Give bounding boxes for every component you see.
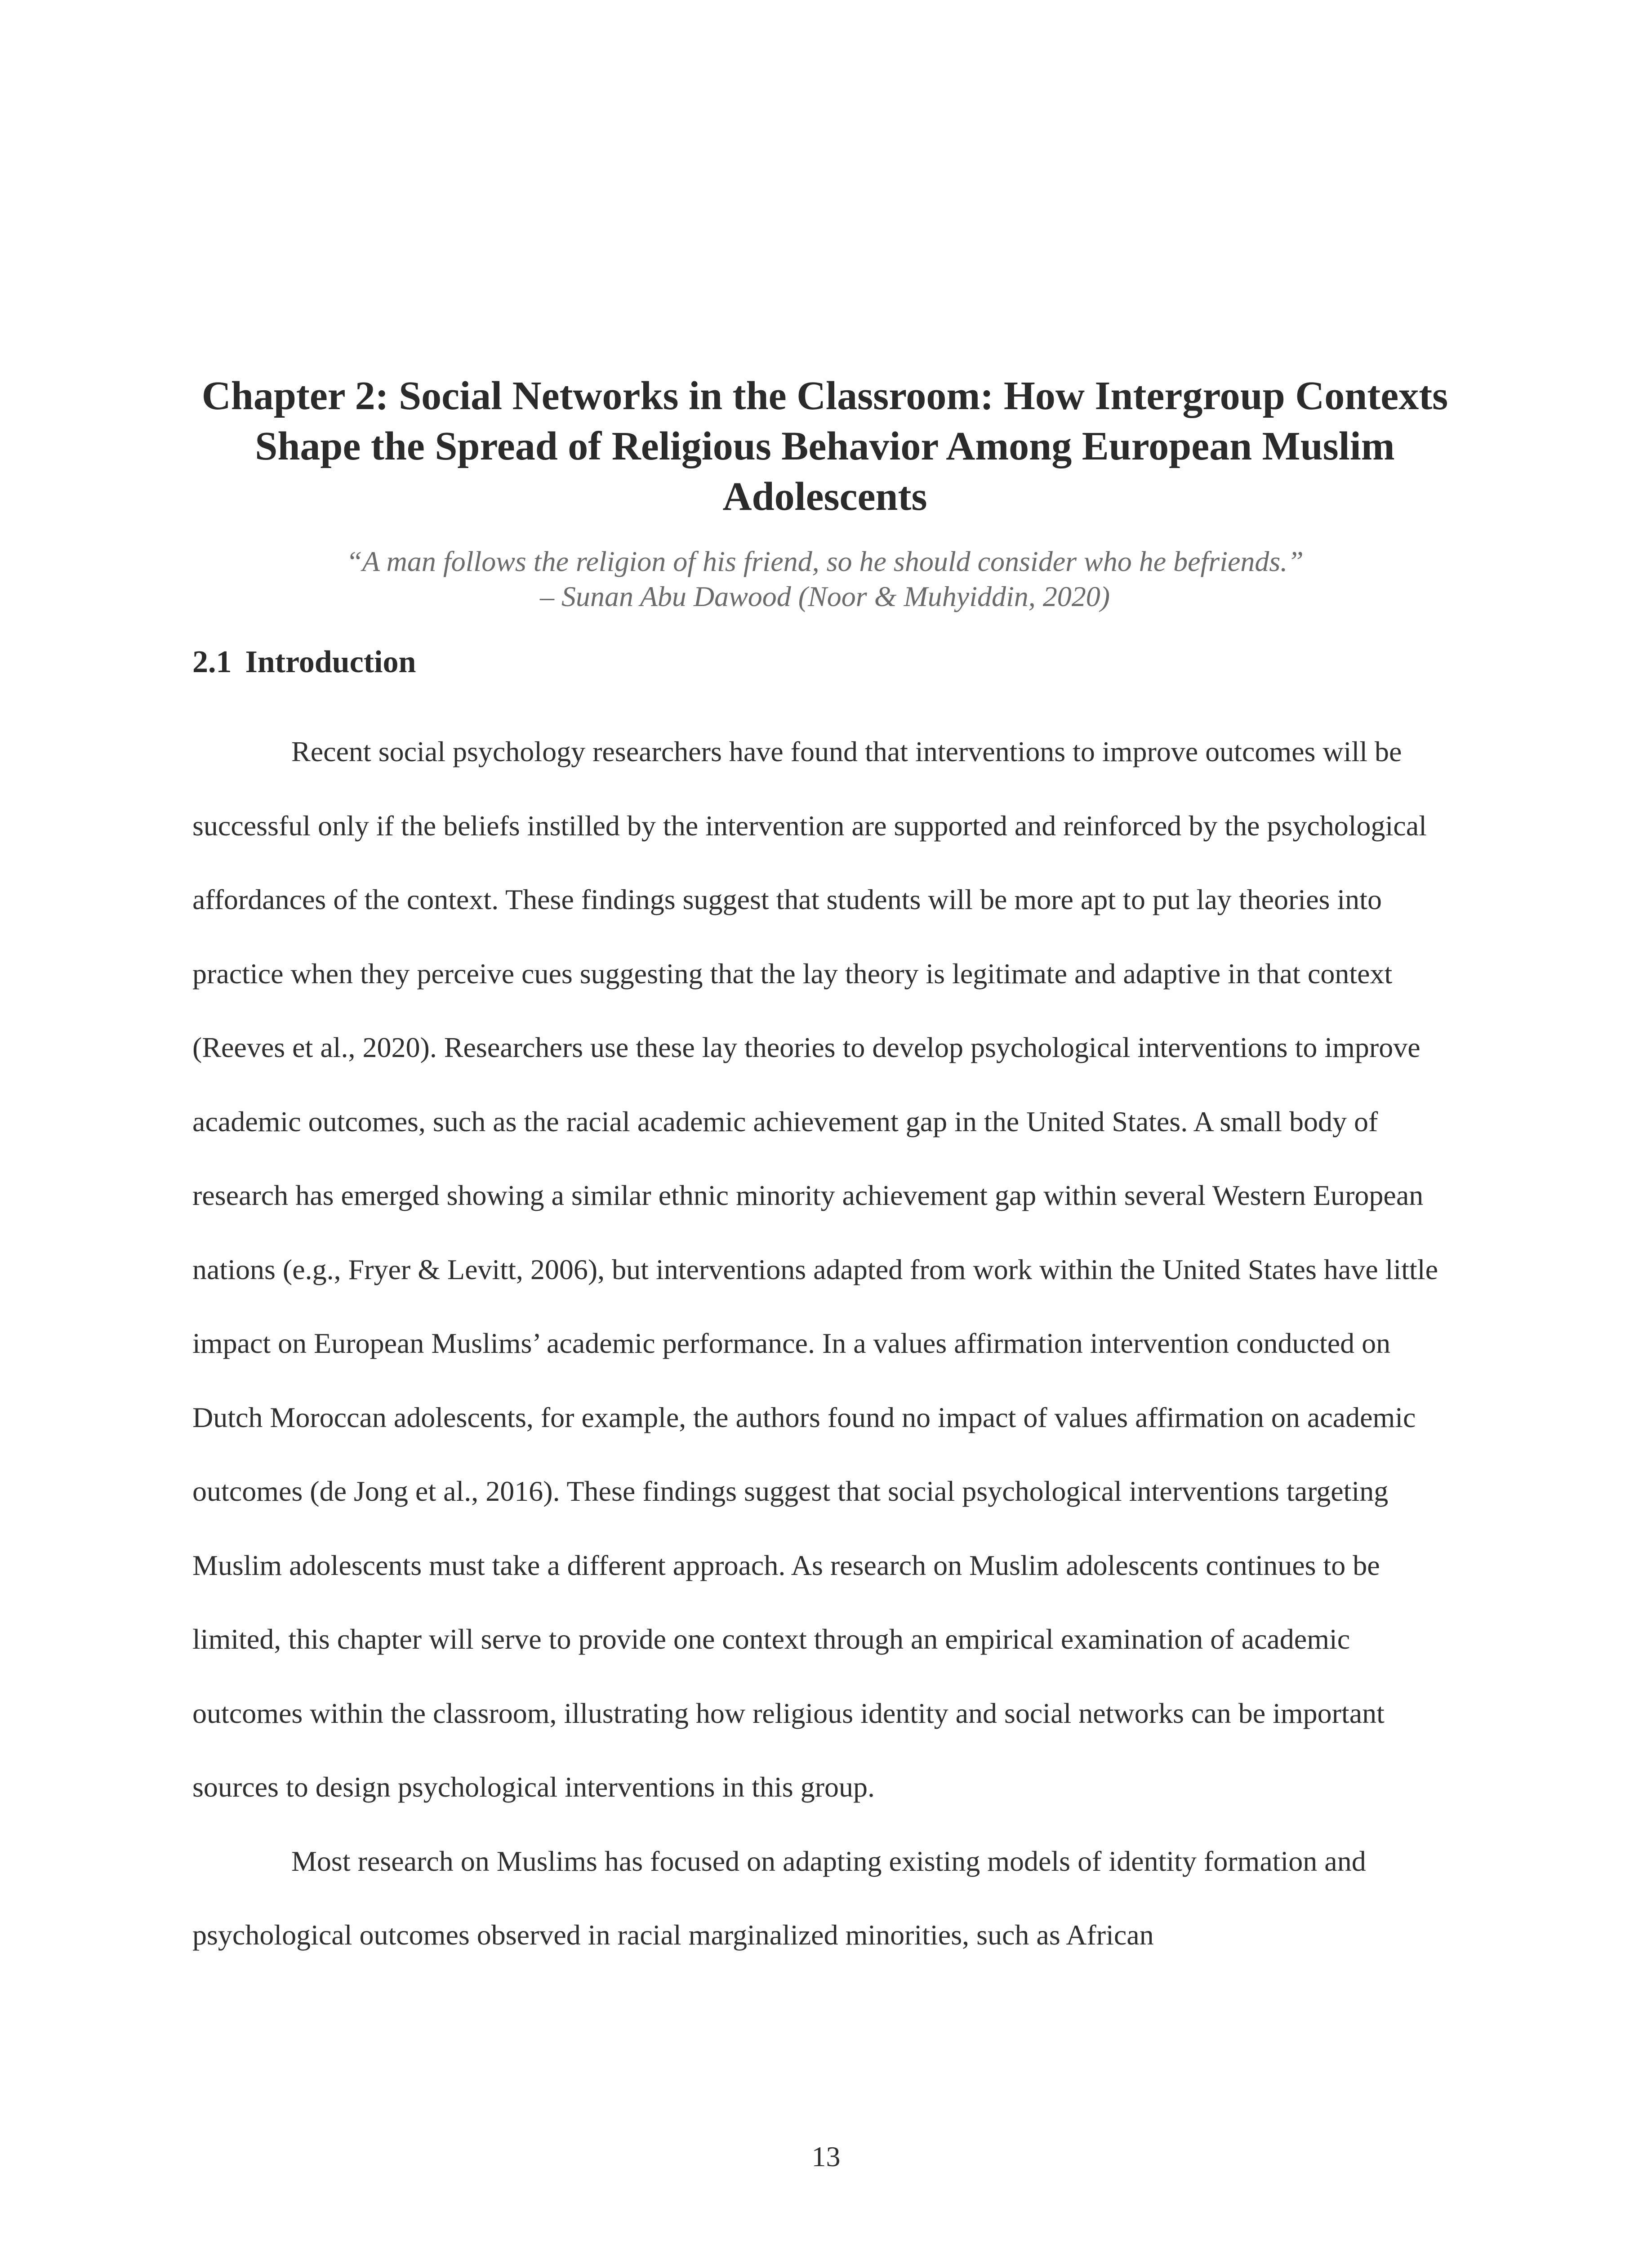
epigraph-attribution: – Sunan Abu Dawood (Noor & Muhyiddin, 2020): [539, 580, 1110, 612]
section-heading: [192, 642, 416, 682]
chapter-title: Chapter 2: Social Networks in the Classroom: How Intergroup Contexts Shape the Spread of Religious Behavior Among European Muslim Adolescents: [201, 374, 1448, 519]
section-number: 2.1: [192, 645, 232, 679]
body-text: [192, 715, 1460, 1972]
section-title: Introduction: [245, 645, 416, 679]
page-number: 13: [811, 2141, 841, 2172]
epigraph-quote: “A man follows the religion of his friend, so he should consider who he befriends.”: [346, 545, 1304, 577]
paragraph: Most research on Muslims has focused on adapting existing models of identity formation and psychological outcomes observed in racial marginalized minorities, such as African: [192, 1845, 1366, 1951]
epigraph: [171, 544, 1479, 614]
paragraph: Recent social psychology researchers have found that interventions to improve outcomes will be successful only if the beliefs instilled by the intervention are supported and reinforced by the psychological affordances of the context. These findings suggest that students will be more apt to put lay theories into practice when they perceive cues suggesting that the lay theory is legitimate and adaptive in that context (Reeves et al., 2020). Researchers use these lay theories to develop psychological interventions to improve academic outcomes, such as the racial academic achievement gap in the United States. A small body of research has emerged showing a similar ethnic minority achievement gap within several Western European nations (e.g., Fryer & Levitt, 2006), but interventions adapted from work within the United States have little impact on European Muslims’ academic performance. In a values affirmation intervention conducted on Dutch Moroccan adolescents, for example, the authors found no impact of values affirmation on academic outcomes (de Jong et al., 2016). These findings suggest that social psychological interventions targeting Muslim adolescents must take a different approach. As research on Muslim adolescents continues to be limited, this chapter will serve to provide one context through an empirical examination of academic outcomes within the classroom, illustrating how religious identity and social networks can be important sources to design psychological interventions in this group.: [192, 736, 1438, 1803]
